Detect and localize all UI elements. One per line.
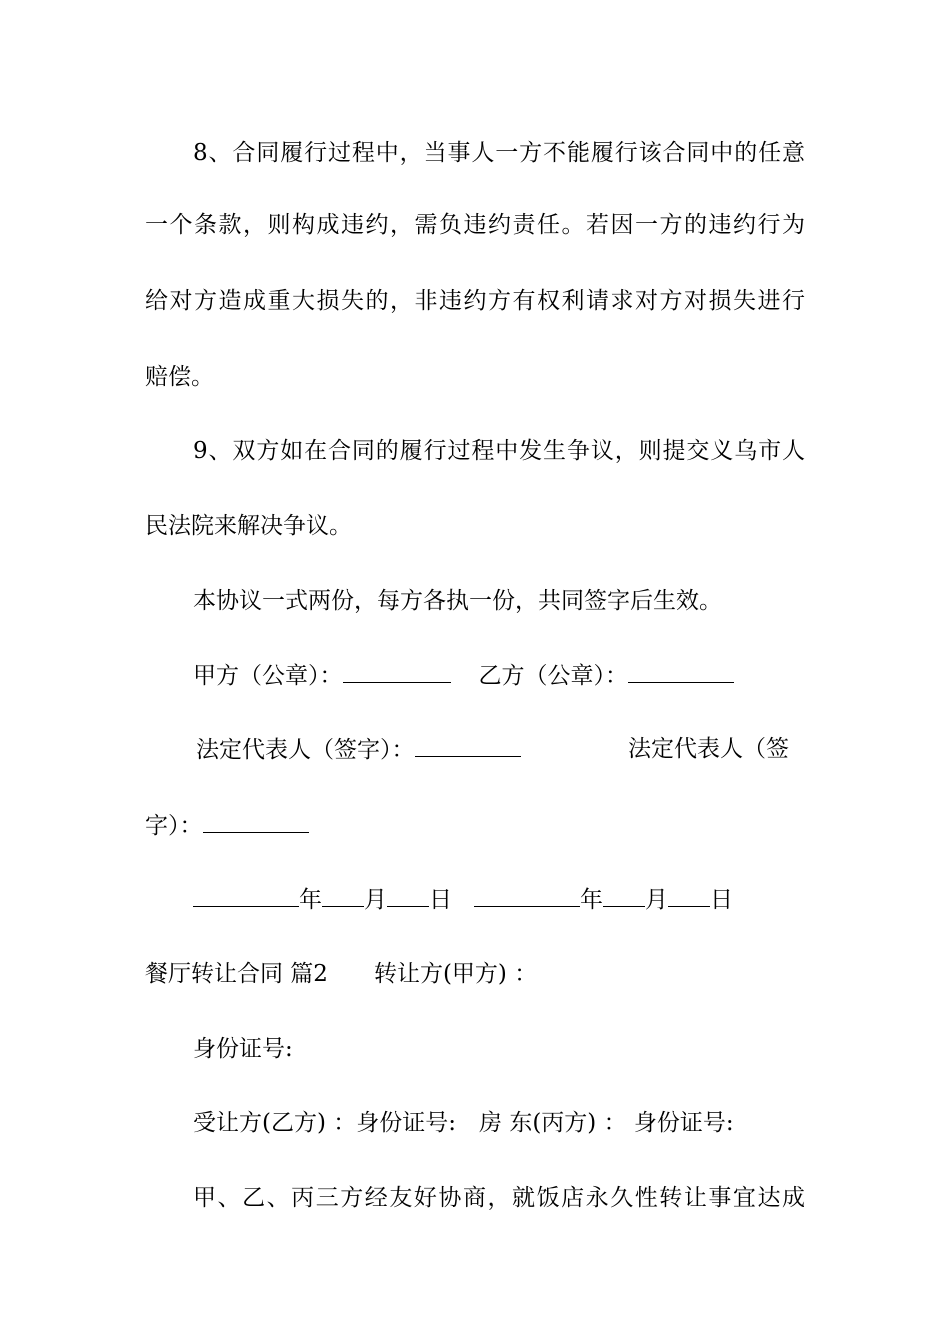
date-a-year-label: 年 bbox=[299, 887, 322, 913]
date-a-day-label: 日 bbox=[429, 887, 452, 913]
copies-note: 本协议一式两份，每方各执一份，共同签字后生效。 bbox=[193, 588, 722, 614]
legal-rep-b-label: 字）： bbox=[145, 813, 203, 839]
transferor-id-number: 身份证号: bbox=[193, 1036, 293, 1062]
clause-8-line-3: 给对方造成重大损失的，非违约方有权利请求对方对损失进行 bbox=[145, 288, 805, 314]
date-b-month-label: 月 bbox=[645, 887, 668, 913]
party-seal-row bbox=[193, 660, 734, 691]
date-a-month-label: 月 bbox=[364, 887, 387, 913]
transferor-label: 转让方(甲方) ： bbox=[373, 961, 538, 987]
date-a-day-blank[interactable] bbox=[387, 884, 429, 907]
section-2-intro: 甲、乙、丙三方经友好协商，就饭店永久性转让事宜达成 bbox=[193, 1185, 805, 1211]
date-b-month-blank[interactable] bbox=[603, 884, 645, 907]
date-b-year-blank[interactable] bbox=[474, 884, 580, 907]
party-b-seal-label: 乙方（公章）： bbox=[478, 663, 628, 689]
clause-8-line-4: 赔偿。 bbox=[145, 364, 214, 390]
section-2-heading: 餐厅转让合同 篇2 bbox=[145, 961, 328, 987]
clause-9-line-2: 民法院来解决争议。 bbox=[145, 513, 352, 539]
legal-rep-a bbox=[196, 734, 521, 765]
date-row bbox=[193, 884, 733, 915]
date-b-year-label: 年 bbox=[580, 887, 603, 913]
date-a-year-blank[interactable] bbox=[193, 884, 299, 907]
party-b-seal-blank[interactable] bbox=[628, 660, 734, 683]
date-a-month-blank[interactable] bbox=[322, 884, 364, 907]
clause-8-line-2: 一个条款，则构成违约，需负违约责任。若因一方的违约行为 bbox=[145, 212, 805, 238]
legal-rep-a-label: 法定代表人（签字）： bbox=[196, 737, 415, 763]
legal-rep-b-part2 bbox=[145, 810, 805, 841]
party-a-seal-blank[interactable] bbox=[343, 660, 451, 683]
section-2-heading-row bbox=[145, 959, 805, 989]
clause-9-line-1: 9、双方如在合同的履行过程中发生争议，则提交义乌市人 bbox=[193, 438, 805, 464]
legal-rep-b-part1: 法定代表人（签 bbox=[628, 736, 789, 762]
date-b-day-blank[interactable] bbox=[668, 884, 710, 907]
party-a-seal-label: 甲方（公章）： bbox=[193, 663, 343, 689]
date-b-day-label: 日 bbox=[710, 887, 733, 913]
legal-rep-a-blank[interactable] bbox=[415, 734, 521, 757]
parties-line: 受让方(乙方) ：身份证号: 房 东(丙方) ： 身份证号: bbox=[193, 1110, 734, 1136]
clause-8-line-1: 8、合同履行过程中，当事人一方不能履行该合同中的任意 bbox=[193, 140, 805, 166]
legal-rep-b-blank[interactable] bbox=[203, 810, 309, 833]
